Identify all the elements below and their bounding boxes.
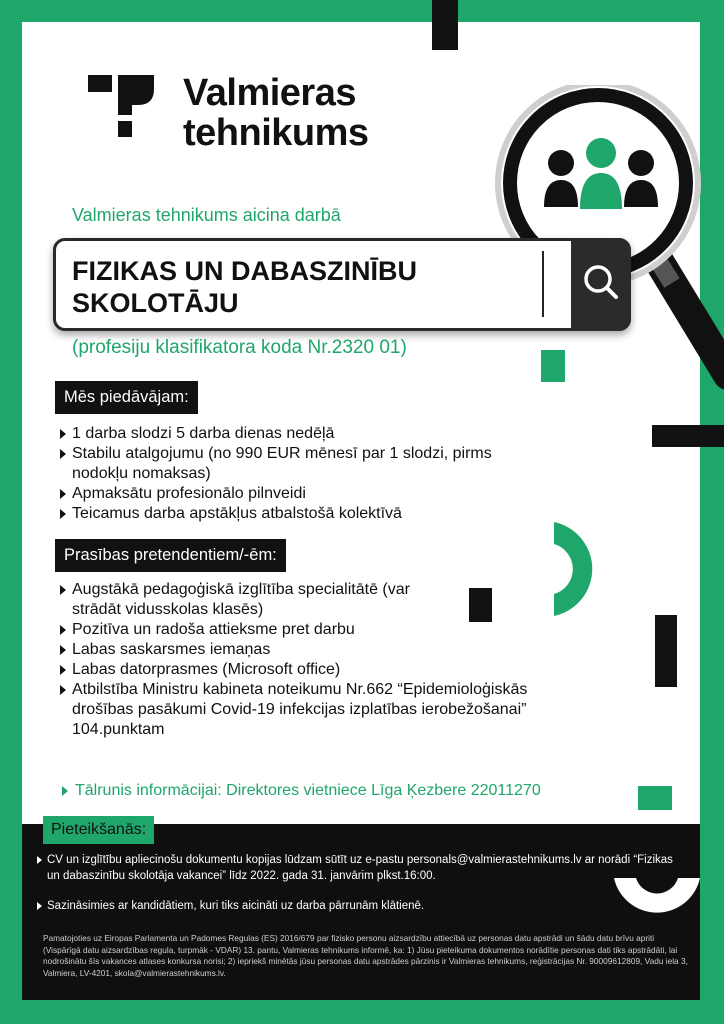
logo-icon [88,75,158,145]
apply-instructions [37,852,687,884]
requirement-item: Labas datorprasmes (Microsoft office) [58,660,538,680]
decor-black-bar-top [432,0,458,50]
search-button [571,238,631,331]
brand-name-line2: tehnikums [183,112,369,154]
brand-name [183,73,369,153]
offer-item: Apmaksātu profesionālo pilnveidi [58,484,498,504]
text-caret [542,251,544,317]
job-title-line2: SKOLOTĀJU [72,288,239,318]
decor-black-vertical-bar [655,615,677,687]
brand-name-line1: Valmieras [183,72,356,114]
legal-notice: Pamatojoties uz Eiropas Parlamenta un Padomes Regulas (ES) 2016/679 par fizisko personu aizsardzību attiecībā uz personas datu apstrādi un šādu datu brīvu apriti (Vispārīgā datu aizsardzības regula, turpmāk - VDAR) 13. pantu, Valmieras tehnikums informē, ka: 1) Jūsu pieteikuma dokumentos norādītie personas dati tiks apstrādāti, lai nodrošinātu šīs vakances atlases konkursa norisi; 2) iepriekš minētās jūsu personas datu apstrādes pārzinis ir Valmieras tehnikums, reģistrācijas Nr. 90009612809, Vadu iela 3, Valmiera, LV-4201, skola@valmierastehnikums.lv. [43,933,688,978]
requirements-list [58,580,538,740]
apply-instruction: CV un izglītību apliecinošu dokumentu kopijas lūdzam sūtīt uz e-pastu personals@valmierastehnikums.lv ar norādi “Fizikas un dabaszinību skolotāja vakancei” līdz 2022. gada 31. janvārim plkst.16:00. [37,852,687,884]
search-icon [571,238,631,331]
contact-note-wrap [37,898,637,914]
requirement-item: Labas saskarsmes iemaņas [58,640,538,660]
invite-text: Valmieras tehnikums aicina darbā [72,205,341,225]
job-title-line1: FIZIKAS UN DABASZINĪBU [72,256,417,286]
job-title [72,255,532,319]
decor-green-rect [638,786,672,810]
requirements-label: Prasības pretendentiem/-ēm: [55,539,286,572]
phone-info [62,782,541,800]
phone-info-text: Tālrunis informācijai: Direktores vietniece Līga Ķezbere 22011270 [75,782,541,799]
job-title-searchbar [53,238,631,331]
offer-item: Teicamus darba apstākļus atbalstošā kolektīvā [58,504,498,524]
contact-note: Sazināsimies ar kandidātiem, kuri tiks aicināti uz darba pārrunām klātienē. [37,898,637,914]
profession-code: (profesiju klasifikatora koda Nr.2320 01) [72,337,407,358]
requirement-item: Pozitīva un radoša attieksme pret darbu [58,620,538,640]
offer-label: Mēs piedāvājam: [55,381,198,414]
decor-green-half-ring [540,520,610,620]
requirement-item: Augstākā pedagoģiskā izglītība specialitātē (var strādāt vidusskolas klasēs) [58,580,422,620]
requirement-item: Atbilstība Ministru kabineta noteikumu Nr.662 “Epidemioloģiskās drošības pasākumi Covid-19 infekcijas izplatības ierobežošanai” 104.punktam [58,680,542,740]
offer-item: 1 darba slodzi 5 darba dienas nedēļā [58,424,498,444]
apply-label: Pieteikšanās: [43,816,154,844]
offer-list [58,424,498,524]
offer-item: Stabilu atalgojumu (no 990 EUR mēnesī par 1 slodzi, pirms nodokļu nomaksas) [58,444,492,484]
decor-black-bar-right [652,425,724,447]
